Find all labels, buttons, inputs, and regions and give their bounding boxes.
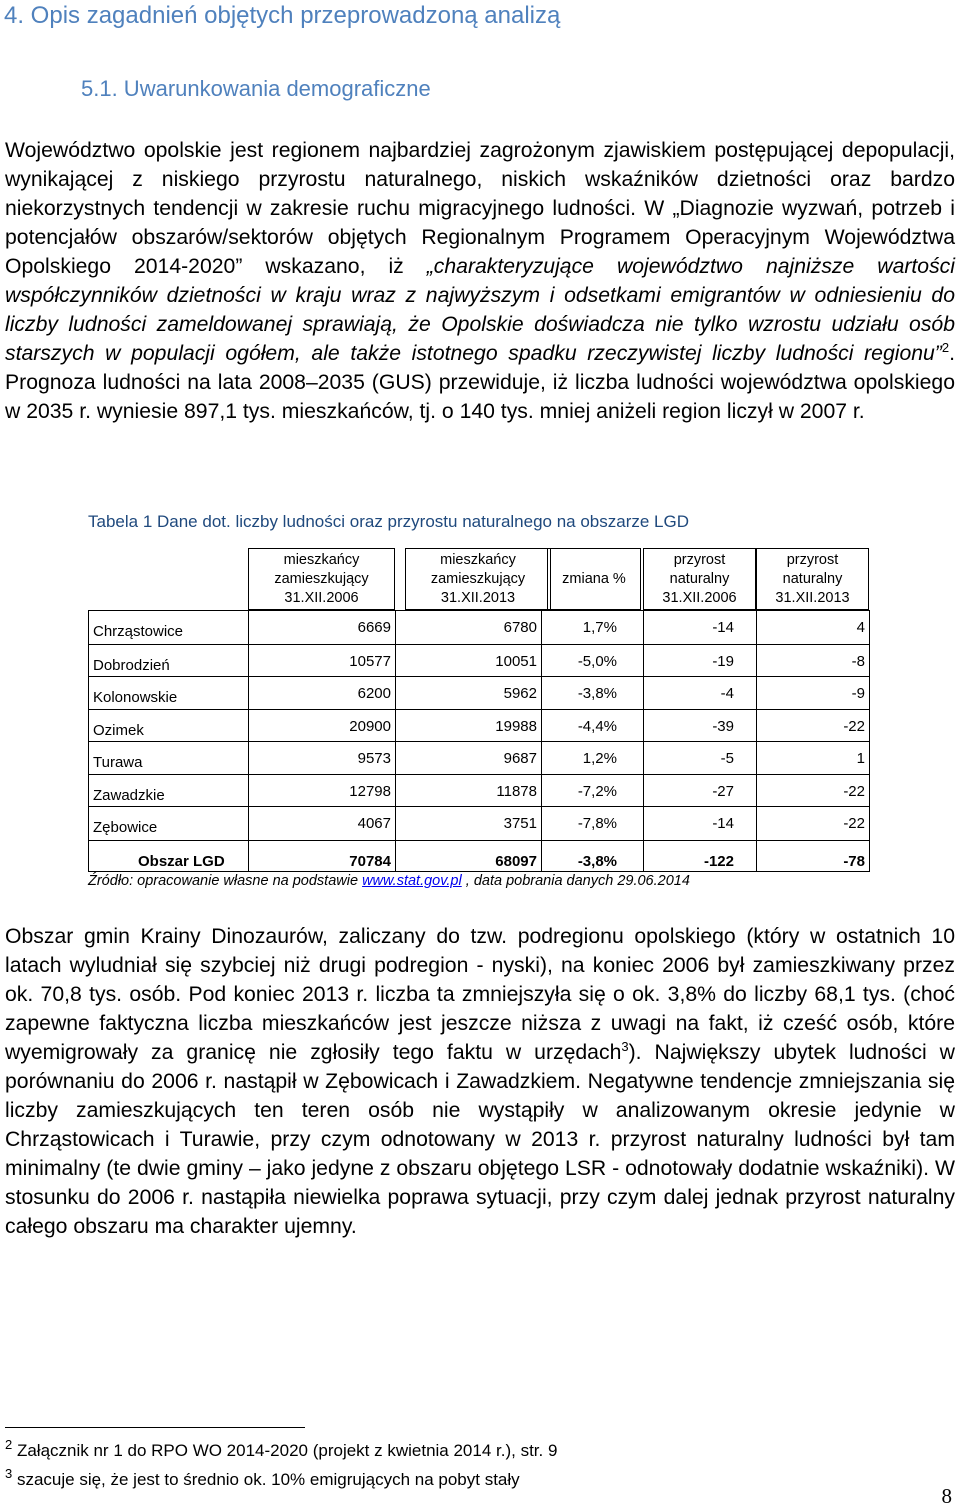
total-cell: -122 bbox=[703, 853, 734, 870]
table-cell: -4,4% bbox=[577, 718, 617, 735]
table-source bbox=[88, 873, 690, 889]
paragraph-text: Województwo opolskie jest regionem najbardziej zagrożonym zjawiskiem postępującej depopulacji, wynikającej z niskiego przyrostu naturalnego, niskich wskaźników dzietności oraz bardzo niekorzystnych tendencji w zakresie ruchu migracyjnego ludności. W „Diagnozie wyzwań, potrzeb i potencjałów obszarów/sektorów objętych Regionalnym Programem Operacyjnym Województwa Opolskiego 2014-2020” wskazano, iż bbox=[5, 139, 955, 278]
column-header: przyrost naturalny 31.XII.2006 bbox=[643, 548, 756, 610]
table-cell: 6780 bbox=[503, 619, 537, 636]
footnote-text: szacuje się, że jest to średnio ok. 10% emigrujących na pobyt stały bbox=[12, 1470, 520, 1489]
footnote-3 bbox=[5, 1466, 520, 1490]
table-hline bbox=[88, 709, 870, 710]
table-cell: 19988 bbox=[495, 718, 537, 735]
table-cell: 6669 bbox=[357, 619, 391, 636]
quote-text: „charakteryzujące województwo najniższe wartości współczynników dzietności w kraju wraz z najwyższym i odsetkami emigrantów w odniesieniu do liczby ludności zameldowanej sprawiają, że Opolskie doświadcza nie tylko wzrostu udziału osób starszych w populacji ogółem, ale także istotnego spadku rzeczywistej liczby ludności regionu” bbox=[5, 255, 955, 365]
table-cell: -5,0% bbox=[577, 653, 617, 670]
footnote-number: 2 bbox=[5, 1437, 13, 1452]
table-cell: -7,2% bbox=[577, 783, 617, 800]
table-cell: 3751 bbox=[503, 815, 537, 832]
table-cell: 1,2% bbox=[582, 750, 617, 767]
table-cell: 1 bbox=[856, 750, 865, 767]
table-cell: -5 bbox=[720, 750, 734, 767]
total-cell: -3,8% bbox=[577, 853, 617, 870]
table-cell: -22 bbox=[843, 815, 865, 832]
table-cell: 9573 bbox=[357, 750, 391, 767]
total-cell: 70784 bbox=[349, 853, 391, 870]
table-cell: 6200 bbox=[357, 685, 391, 702]
total-cell: 68097 bbox=[495, 853, 537, 870]
table-cell: -27 bbox=[712, 783, 734, 800]
row-name: Kolonowskie bbox=[93, 689, 178, 706]
row-name: Dobrodzień bbox=[93, 657, 170, 674]
row-name: Zębowice bbox=[93, 819, 158, 836]
paragraph-text: Obszar gmin Krainy Dinozaurów, zaliczany do tzw. podregionu opolskiego (który w ostatnich 10 latach wyludniał się szybciej niż drugi podregion - nyski), na koniec 2006 był zamieszkiwany przez ok. 70,8 tys. osób. Pod koniec 2013 r. liczba ta zmniejszyła się o ok. 3,8% do liczby 68,1 tys. (choć zapewne faktyczna liczba mieszkańców jest jeszcze niższa z uwagi na fakt, iż cześć osób, które wyemigrowały za granicę nie zgłosiły tego faktu w urzędach bbox=[5, 925, 955, 1064]
paragraph-demography bbox=[5, 136, 955, 426]
column-header: przyrost naturalny 31.XII.2013 bbox=[756, 548, 869, 610]
paragraph-text: . Prognoza ludności na lata 2008–2035 (GUS) przewiduje, iż liczba ludności województwa opolskiego w 2035 r. wyniesie 897,1 tys. mieszkańców, tj. o 140 tys. mniej aniżeli region liczył w 2007 r. bbox=[5, 342, 955, 423]
footnote-ref[interactable]: 3 bbox=[621, 1039, 629, 1054]
table-cell: -39 bbox=[712, 718, 734, 735]
total-cell: -78 bbox=[843, 853, 865, 870]
footnote-text: Załącznik nr 1 do RPO WO 2014-2020 (projekt z kwietnia 2014 r.), str. 9 bbox=[12, 1441, 558, 1460]
table-cell: 10577 bbox=[349, 653, 391, 670]
table-cell: -4 bbox=[720, 685, 734, 702]
paragraph-text: ). Największy ubytek ludności w porównaniu do 2006 r. nastąpił w Zębowicach i Zawadzkiem. Negatywne tendencje zmniejszania się liczby zamieszkujących ten teren osób nie wystąpiły w analizowanym okresie jedynie w Chrząstowicach i Turawie, przy czym odnotowany w 2013 r. przyrost naturalny ludności był tam minimalny (te dwie gminy – jako jedyne z obszaru objętego LSR - odnotowały dodatnie wskaźniki). W stosunku do 2006 r. nastąpiła niewielka poprawa sytuacji, przy czym dalej jednak przyrost naturalny całego obszaru ma charakter ujemny. bbox=[5, 1041, 955, 1238]
subsection-heading: 5.1. Uwarunkowania demograficzne bbox=[81, 76, 431, 101]
table-cell: -3,8% bbox=[577, 685, 617, 702]
column-header: mieszkańcy zamieszkujący 31.XII.2006 bbox=[248, 548, 395, 610]
table-hline bbox=[88, 774, 870, 775]
row-name: Zawadzkie bbox=[93, 787, 165, 804]
section-heading: 4. Opis zagadnień objętych przeprowadzoną analizą bbox=[4, 2, 561, 29]
column-header: mieszkańcy zamieszkujący 31.XII.2013 bbox=[405, 548, 551, 610]
row-name: Turawa bbox=[93, 754, 143, 771]
paragraph-area-population bbox=[5, 922, 955, 1241]
table-hline bbox=[88, 871, 870, 872]
population-table bbox=[88, 548, 872, 872]
table-cell: -8 bbox=[851, 653, 865, 670]
table-hline bbox=[88, 610, 870, 611]
source-prefix: Źródło: opracowanie własne na podstawie bbox=[88, 873, 363, 889]
table-cell: 9687 bbox=[503, 750, 537, 767]
footnote-ref[interactable]: 2 bbox=[941, 340, 950, 355]
table-cell: 4067 bbox=[357, 815, 391, 832]
table-hline bbox=[88, 840, 870, 841]
table-hline bbox=[88, 644, 870, 645]
total-row-name: Obszar LGD bbox=[138, 853, 225, 870]
source-suffix: , data pobrania danych 29.06.2014 bbox=[461, 873, 690, 889]
table-caption: Tabela 1 Dane dot. liczby ludności oraz przyrostu naturalnego na obszarze LGD bbox=[88, 512, 690, 531]
table-cell: -7,8% bbox=[577, 815, 617, 832]
table-cell: -14 bbox=[712, 619, 734, 636]
table-cell: -19 bbox=[712, 653, 734, 670]
table-cell: -9 bbox=[851, 685, 865, 702]
footnote-separator bbox=[5, 1427, 305, 1428]
footnote-2 bbox=[5, 1437, 558, 1461]
table-hline bbox=[88, 676, 870, 677]
table-cell: 11878 bbox=[496, 783, 537, 800]
table-cell: 5962 bbox=[503, 685, 537, 702]
table-cell: -22 bbox=[843, 783, 865, 800]
table-cell: 20900 bbox=[349, 718, 391, 735]
row-name: Chrząstowice bbox=[93, 623, 184, 640]
table-cell: 10051 bbox=[495, 653, 537, 670]
page-number: 8 bbox=[941, 1484, 952, 1508]
row-name: Ozimek bbox=[93, 722, 144, 739]
footnote-number: 3 bbox=[5, 1466, 13, 1481]
column-header: zmiana % bbox=[547, 548, 641, 610]
table-hline bbox=[88, 806, 870, 807]
table-cell: 1,7% bbox=[582, 619, 617, 636]
table-cell: 12798 bbox=[349, 783, 391, 800]
table-hline bbox=[88, 741, 870, 742]
table-cell: -22 bbox=[843, 718, 865, 735]
source-link[interactable]: www.stat.gov.pl bbox=[362, 873, 462, 889]
table-cell: 4 bbox=[856, 619, 865, 636]
table-cell: -14 bbox=[712, 815, 734, 832]
